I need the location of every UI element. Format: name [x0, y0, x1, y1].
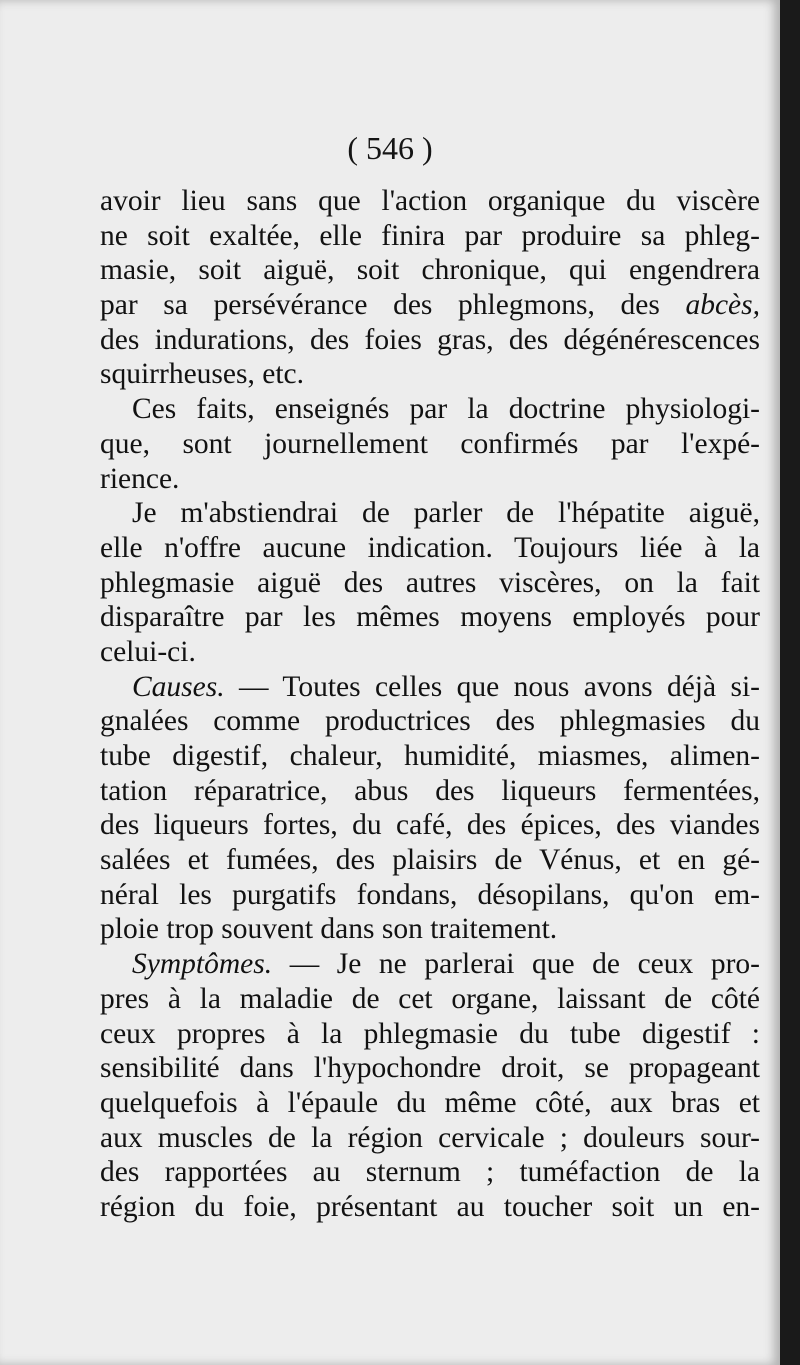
text-line: des rapportées au sternum ; tuméfaction de la [100, 1156, 760, 1189]
section-heading-symptomes: Symptômes. [132, 948, 273, 981]
text-line: par sa persévérance des phlegmons, des abcès, [100, 289, 760, 322]
text-line: celui-ci. [100, 635, 196, 668]
paragraph-start: Je m'abstiendrai de parler de l'hépatite aiguë, [132, 497, 760, 530]
text-line: squirrheuses, etc. [100, 358, 304, 391]
text-line: disparaître par les mêmes moyens employés pour [100, 601, 760, 634]
text-line: quelquefois à l'épaule du même côté, aux bras et [100, 1086, 760, 1119]
italic-word: abcès, [685, 289, 760, 322]
page-number: ( 546 ) [347, 130, 433, 166]
text-line: elle n'offre aucune indication. Toujours liée à la [100, 531, 760, 564]
text-line: que, sont journellement confirmés par l'expé- [100, 427, 760, 460]
paragraph-start: Symptômes. — Je ne parlerai que de ceux pro- [132, 948, 760, 981]
text-line: ploie trop souvent dans son traitement. [100, 913, 558, 946]
paragraph-start: Ces faits, enseignés par la doctrine physiologi- [132, 393, 760, 426]
text-line: sensibilité dans l'hypochondre droit, se propageant [100, 1052, 760, 1085]
text-line: aux muscles de la région cervicale ; douleurs sour- [100, 1121, 760, 1154]
text-line: des indurations, des foies gras, des dégénérescences [100, 323, 760, 356]
paragraph-start: Causes. — Toutes celles que nous avons déjà si- [132, 670, 760, 703]
text-line: ceux propres à la phlegmasie du tube digestif : [100, 1017, 760, 1050]
text-line: tation réparatrice, abus des liqueurs fermentées, [100, 774, 760, 807]
text-line: pres à la maladie de cet organe, laissant de côté [100, 982, 760, 1015]
text-line: masie, soit aiguë, soit chronique, qui engendrera [100, 254, 760, 287]
text-line: rience. [100, 462, 180, 495]
text-line: néral les purgatifs fondans, désopilans, qu'on em- [100, 878, 760, 911]
text-line: salées et fumées, des plaisirs de Vénus, et en gé- [100, 844, 760, 877]
body-text [100, 184, 760, 1225]
text-line: région du foie, présentant au toucher soit un en- [100, 1190, 760, 1223]
text-line: tube digestif, chaleur, humidité, miasmes, alimen- [100, 740, 760, 772]
section-heading-causes: Causes. [132, 670, 225, 703]
text-line: des liqueurs fortes, du café, des épices, des viandes [100, 809, 760, 842]
text-line: avoir lieu sans que l'action organique du viscère [100, 185, 760, 217]
text-line: ne soit exaltée, elle finira par produire sa phleg- [100, 219, 760, 252]
text-line: phlegmasie aiguë des autres viscères, on la fait [100, 566, 760, 599]
text-line: gnalées comme productrices des phlegmasies du [100, 705, 760, 738]
